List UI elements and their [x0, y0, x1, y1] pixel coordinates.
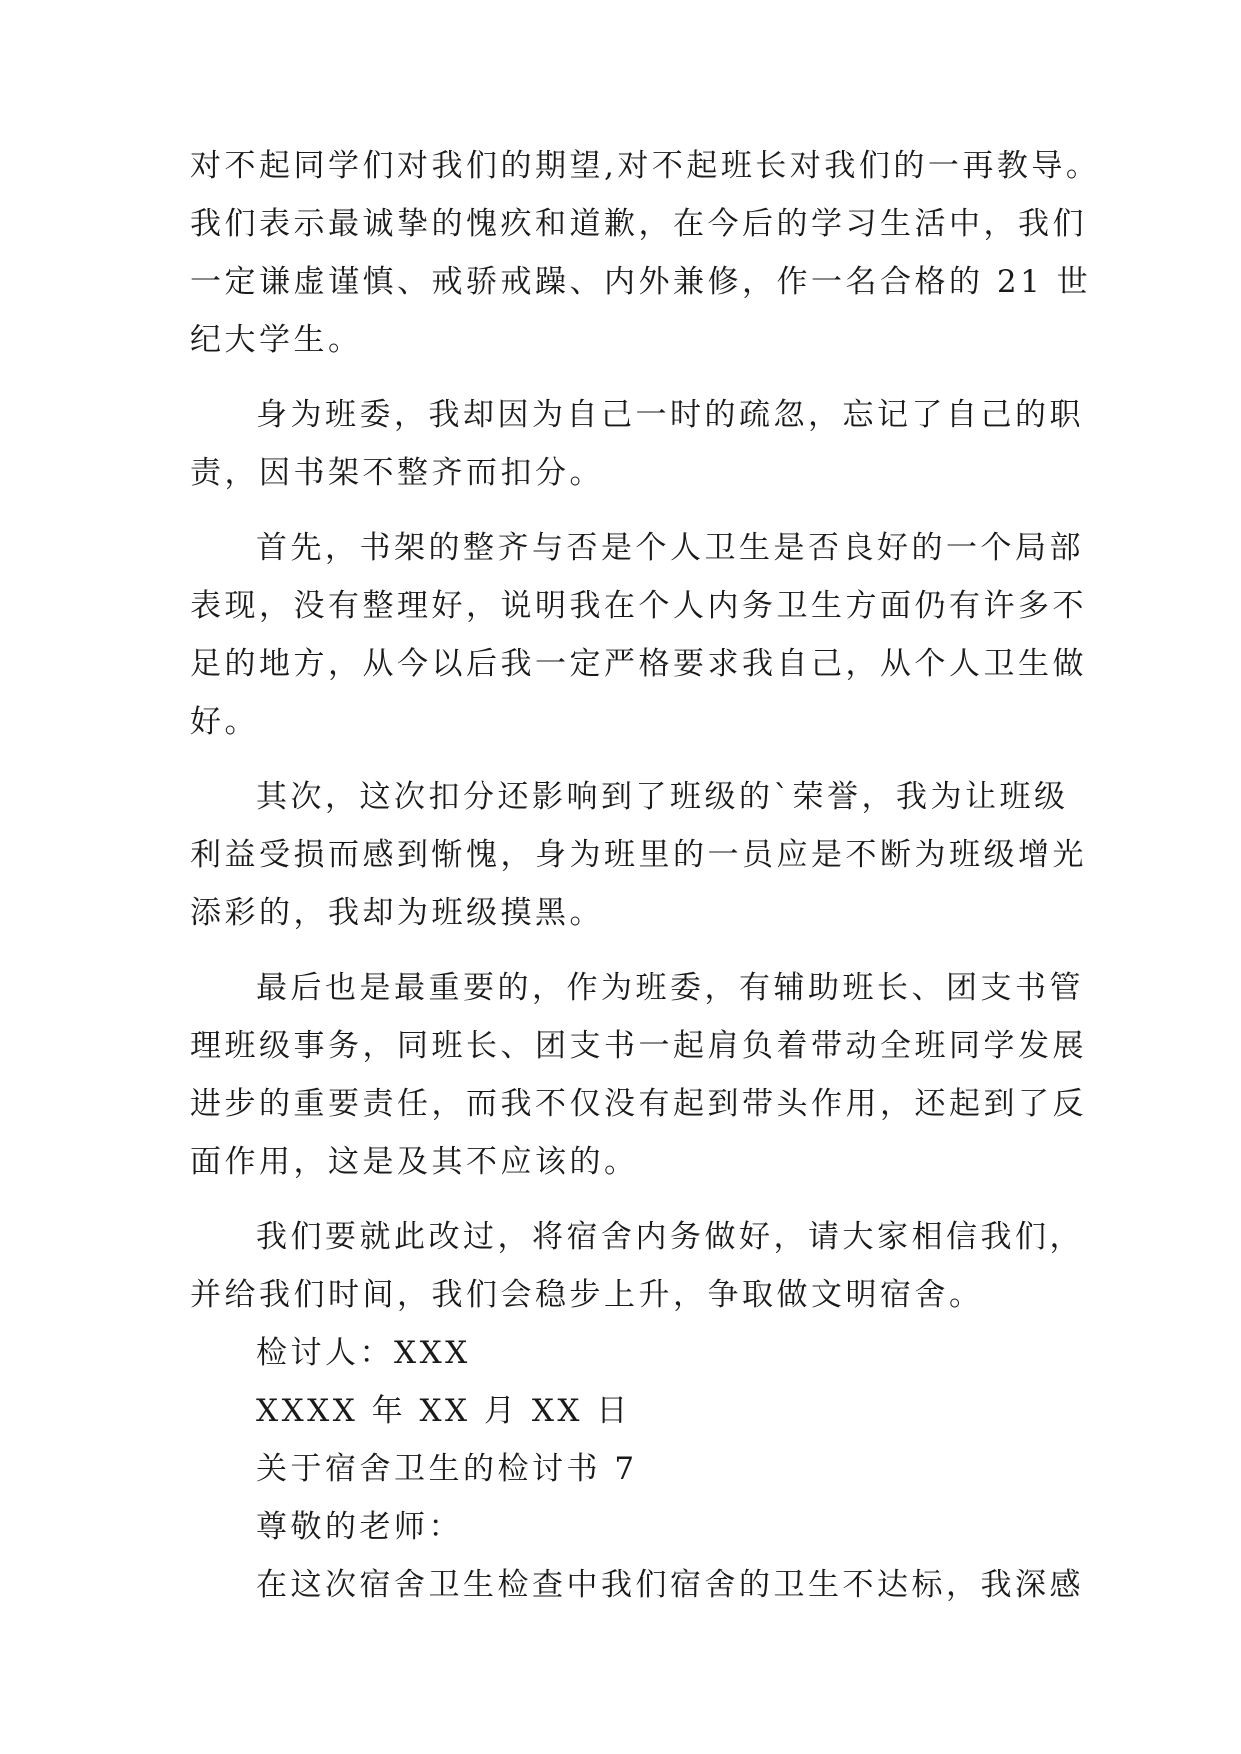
text-line: 面作用，这是及其不应该的。: [190, 1144, 639, 1180]
text-line: 纪大学生。: [190, 322, 363, 358]
text-line: 责，因书架不整齐而扣分。: [190, 455, 604, 491]
paragraph-start-line: 身为班委，我却因为自己一时的疏忽，忘记了自己的职: [256, 397, 1084, 433]
text-line: 理班级事务，同班长、团支书一起肩负着带动全班同学发展: [190, 1028, 1087, 1064]
text-line: 进步的重要责任，而我不仅没有起到带头作用，还起到了反: [190, 1086, 1087, 1122]
section-title: 关于宿舍卫生的检讨书 7: [256, 1451, 638, 1487]
text-line: 并给我们时间，我们会稳步上升，争取做文明宿舍。: [190, 1277, 984, 1313]
paragraph-start-line: 我们要就此改过，将宿舍内务做好，请大家相信我们，: [256, 1219, 1084, 1255]
paragraph-start-line: 在这次宿舍卫生检查中我们宿舍的卫生不达标，我深感: [256, 1567, 1084, 1603]
text-line: 足的地方，从今以后我一定严格要求我自己，从个人卫生做: [190, 646, 1087, 682]
paragraph-start-line: 最后也是最重要的，作为班委，有辅助班长、团支书管: [256, 970, 1084, 1006]
text-line: 我们表示最诚挚的愧疚和道歉，在今后的学习生活中，我们: [190, 206, 1087, 242]
text-line: 好。: [190, 704, 259, 740]
text-line: 添彩的，我却为班级摸黑。: [190, 895, 604, 931]
text-line: 一定谦虚谨慎、戒骄戒躁、内外兼修，作一名合格的 21 世: [190, 264, 1092, 300]
paragraph-start-line: 首先，书架的整齐与否是个人卫生是否良好的一个局部: [256, 530, 1084, 566]
text-line: 利益受损而感到惭愧，身为班里的一员应是不断为班级增光: [190, 837, 1087, 873]
text-line: 对不起同学们对我们的期望,对不起班长对我们的一再教导。: [190, 148, 1101, 184]
salutation-line: 尊敬的老师：: [256, 1509, 463, 1545]
signature-line: 检讨人：XXX: [256, 1335, 471, 1371]
text-line: 表现，没有整理好，说明我在个人内务卫生方面仍有许多不: [190, 588, 1087, 624]
date-line: XXXX 年 XX 月 XX 日: [256, 1393, 631, 1429]
paragraph-start-line: 其次，这次扣分还影响到了班级的`荣誉，我为让班级: [256, 779, 1069, 815]
